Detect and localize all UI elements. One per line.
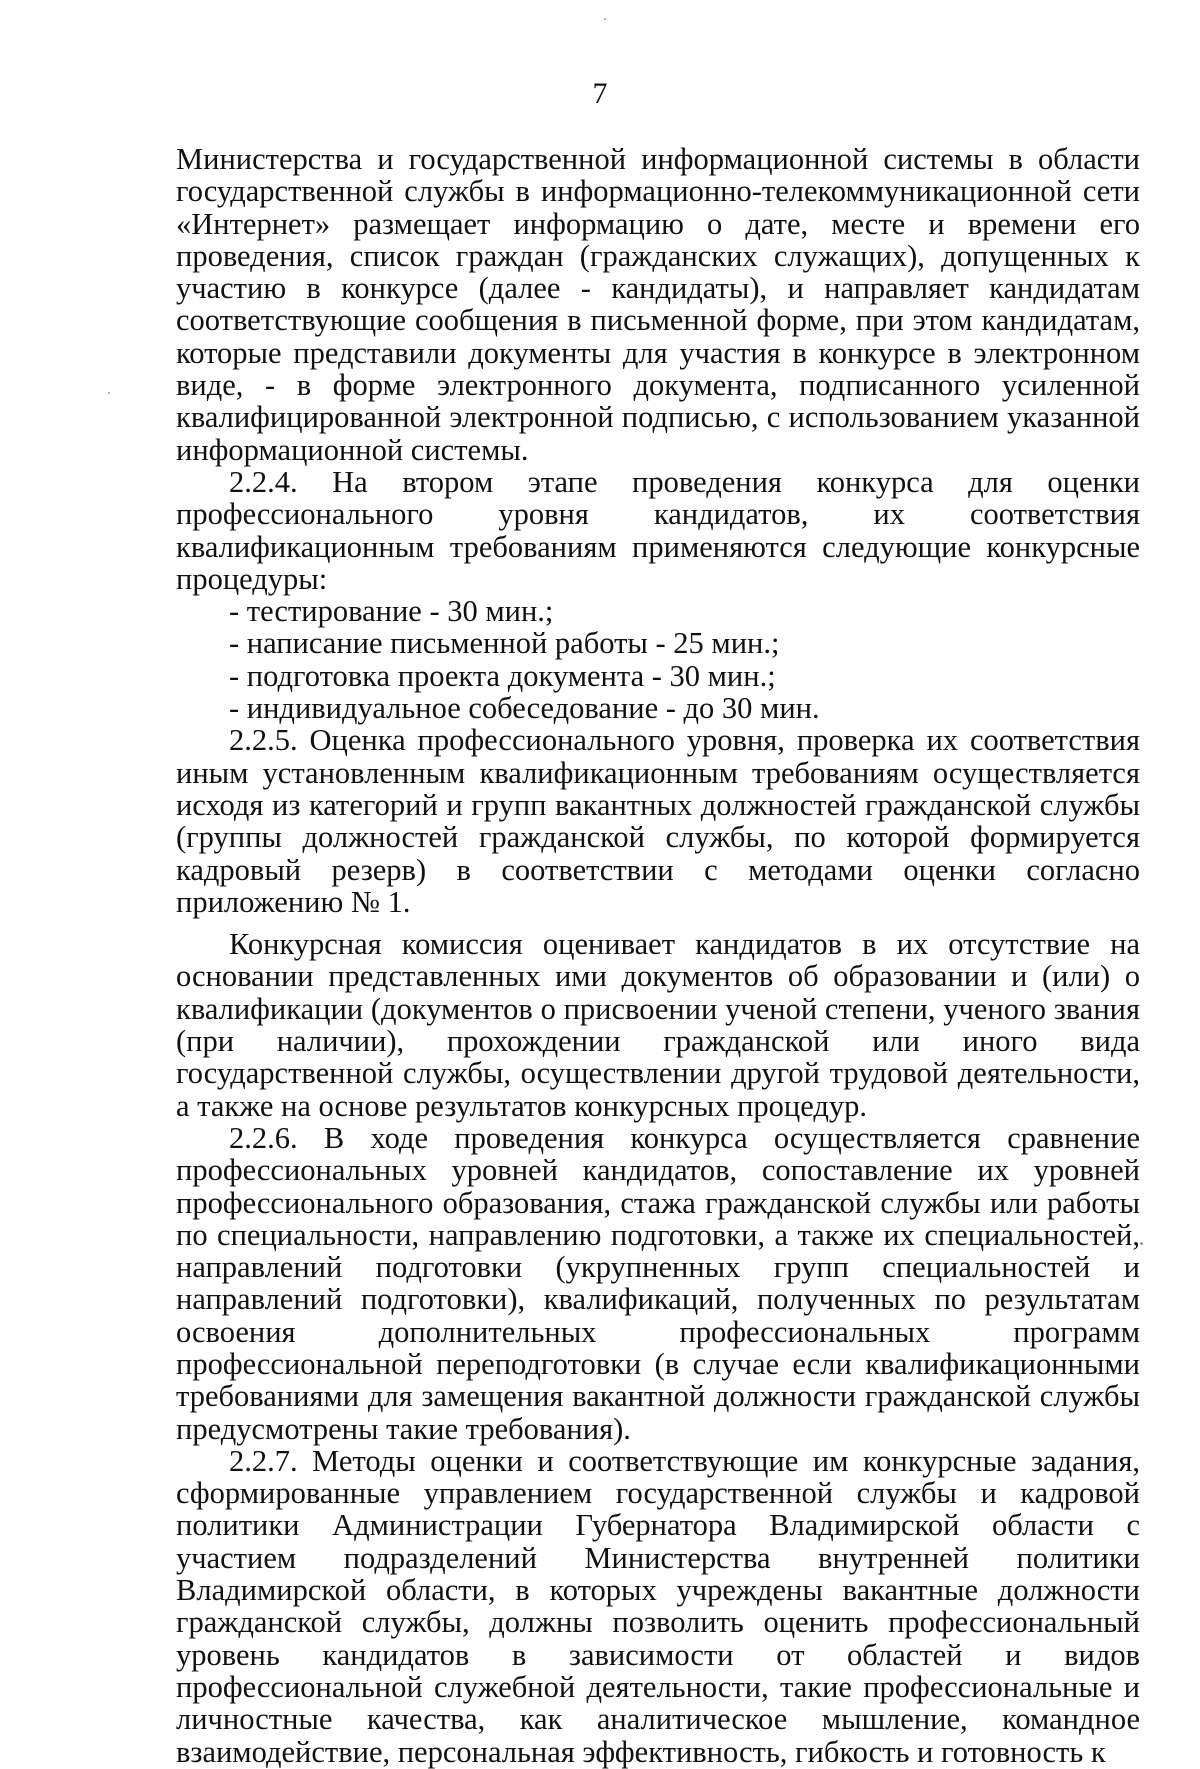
list-item: - подготовка проекта документа - 30 мин.; (229, 658, 776, 693)
scan-speck (108, 392, 110, 394)
paragraph-2-2-4: 2.2.4. На втором этапе проведения конкурса для оценки профессионального уровня кандидатов, их соответствия квалификационным требованиям применяются следующие конкурсные процедуры: (176, 464, 1140, 596)
page-number: 7 (592, 77, 608, 110)
procedures-list (176, 595, 1140, 724)
scan-speck (604, 18, 606, 20)
paragraph-2-2-6: 2.2.6. В ходе проведения конкурса осуществляется сравнение профессиональных уровней кандидатов, сопоставление их уровней профессионального образования, стажа гражданской службы или работы по специальности, направлению подготовки, а также их специальностей, направлений подготовки (укрупненных групп специальностей и направлений подготовки), квалификаций, полученных по результатам освоения дополнительных профессиональных программ профессиональной переподготовки (в случае если квалификационными требованиями для замещения вакантной должности гражданской службы предусмотрены такие требования). (176, 1120, 1140, 1446)
paragraph-2-2-5: 2.2.5. Оценка профессионального уровня, проверка их соответствия иным установленным квалификационным требованиям осуществляется исходя из категорий и групп вакантных должностей гражданской службы (группы должностей гражданской службы, по которой формируется кадровый резерв) в соответствии с методами оценки согласно приложению № 1. (176, 723, 1140, 919)
scan-speck (1140, 1242, 1143, 1245)
paragraph-commission: Конкурсная комиссия оценивает кандидатов в их отсутствие на основании представленных ими документов об образовании и (или) о квалификации (документов о присвоении ученой степени, ученого звания (при наличии), прохождении гражданской или иного вида государственной службы, осуществлении другой трудовой деятельности, а также на основе результатов конкурсных процедур. (176, 927, 1140, 1123)
list-item: - индивидуальное собеседование - до 30 мин. (229, 691, 820, 726)
list-item: - тестирование - 30 мин.; (229, 594, 554, 629)
paragraph-2-2-7: 2.2.7. Методы оценки и соответствующие им конкурсные задания, сформированные управлением государственной службы и кадровой политики Администрации Губернатора Владимирской области с участием подразделений Министерства внутренней политики Владимирской области, в которых учреждены вакантные должности гражданской службы, должны позволить оценить профессиональный уровень кандидатов в зависимости от областей и видов профессиональной служебной деятельности, такие профессиональные и личностные качества, как аналитическое мышление, командное взаимодействие, персональная эффективность, гибкость и готовность к (176, 1443, 1140, 1769)
paragraph-continuation: Министерства и государственной информационной системы в области государственной службы в информационно-телекоммуникационной сети «Интернет» размещает информацию о дате, месте и времени его проведения, список граждан (гражданских служащих), допущенных к участию в конкурсе (далее - кандидаты), и направляет кандидатам соответствующие сообщения в письменной форме, при этом кандидатам, которые представили документы для участия в конкурсе в электронном виде, - в форме электронного документа, подписанного усиленной квалифицированной электронной подписью, с использованием указанной информационной системы. (176, 142, 1140, 467)
document-body (176, 143, 1140, 1768)
list-item: - написание письменной работы - 25 мин.; (229, 626, 780, 661)
